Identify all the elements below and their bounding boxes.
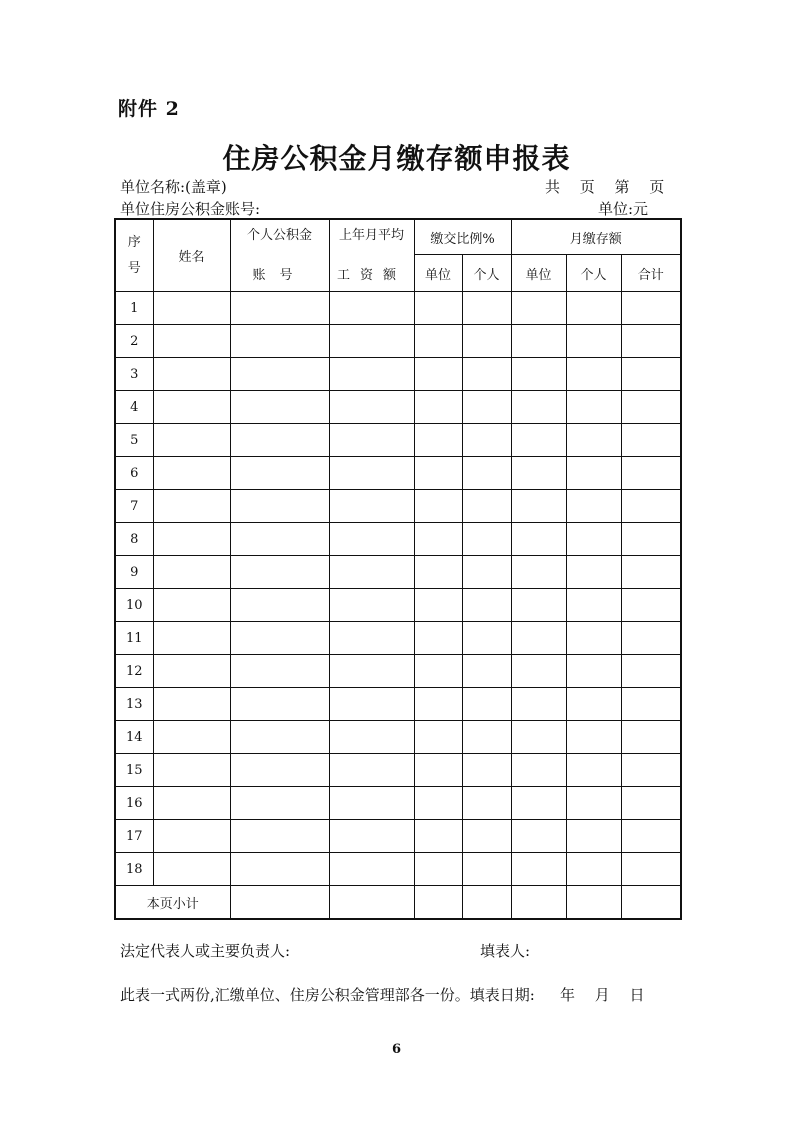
table-cell[interactable] (462, 523, 511, 556)
table-cell[interactable] (462, 655, 511, 688)
row-number: 9 (115, 556, 153, 589)
table-cell[interactable] (153, 589, 230, 622)
currency-unit-label: 单位:元 (598, 200, 649, 218)
table-cell[interactable] (566, 523, 621, 556)
subtotal-cell[interactable] (329, 886, 414, 920)
table-cell[interactable] (230, 490, 329, 523)
declaration-table (114, 218, 682, 920)
table-cell[interactable] (329, 655, 414, 688)
header-name: 姓名 (153, 219, 230, 292)
table-cell[interactable] (329, 556, 414, 589)
table-row (115, 589, 681, 622)
row-number: 11 (115, 622, 153, 655)
table-cell[interactable] (621, 754, 681, 787)
table-cell[interactable] (462, 622, 511, 655)
row-number: 17 (115, 820, 153, 853)
table-cell[interactable] (414, 523, 462, 556)
table-cell[interactable] (462, 358, 511, 391)
table-cell[interactable] (511, 622, 566, 655)
table-cell[interactable] (511, 391, 566, 424)
fill-date: 年 月 日 (560, 986, 645, 1004)
table-cell[interactable] (566, 622, 621, 655)
header-amount-personal: 个人 (566, 255, 621, 292)
row-number: 6 (115, 457, 153, 490)
table-cell[interactable] (566, 325, 621, 358)
row-number: 16 (115, 787, 153, 820)
table-cell[interactable] (621, 292, 681, 325)
table-cell[interactable] (329, 853, 414, 886)
header-row (115, 219, 681, 255)
table-cell[interactable] (462, 754, 511, 787)
table-cell[interactable] (230, 655, 329, 688)
subtotal-row (115, 886, 681, 920)
table-cell[interactable] (329, 358, 414, 391)
table-cell[interactable] (329, 292, 414, 325)
table-cell[interactable] (462, 688, 511, 721)
table-cell[interactable] (511, 655, 566, 688)
table-cell[interactable] (153, 325, 230, 358)
table-cell[interactable] (566, 292, 621, 325)
table-cell[interactable] (414, 721, 462, 754)
table-cell[interactable] (511, 754, 566, 787)
table-cell[interactable] (414, 292, 462, 325)
table-cell[interactable] (230, 556, 329, 589)
table-cell[interactable] (153, 787, 230, 820)
table-cell[interactable] (462, 391, 511, 424)
table-cell[interactable] (566, 787, 621, 820)
table-cell[interactable] (329, 325, 414, 358)
header-amount-group: 月缴存额 (511, 219, 681, 255)
table-cell[interactable] (462, 292, 511, 325)
table-row (115, 391, 681, 424)
table-cell[interactable] (462, 721, 511, 754)
subtotal-cell[interactable] (414, 886, 462, 920)
page-info: 共 页 第 页 (545, 178, 665, 196)
unit-name-label: 单位名称:(盖章) (120, 178, 227, 196)
table-cell[interactable] (153, 424, 230, 457)
table-cell[interactable] (414, 424, 462, 457)
table-cell[interactable] (329, 457, 414, 490)
table-cell[interactable] (230, 424, 329, 457)
subtotal-cell[interactable] (462, 886, 511, 920)
header-ratio-group: 缴交比例% (414, 219, 511, 255)
header-avg-wage: 上年月平均 工资额 (329, 219, 414, 292)
table-cell[interactable] (153, 688, 230, 721)
table-cell[interactable] (329, 787, 414, 820)
row-number: 15 (115, 754, 153, 787)
table-cell[interactable] (329, 721, 414, 754)
table-cell[interactable] (329, 688, 414, 721)
table-cell[interactable] (621, 325, 681, 358)
table-cell[interactable] (511, 424, 566, 457)
row-number: 5 (115, 424, 153, 457)
table-cell[interactable] (414, 325, 462, 358)
table-row (115, 292, 681, 325)
row-number: 13 (115, 688, 153, 721)
table-cell[interactable] (230, 457, 329, 490)
row-number: 14 (115, 721, 153, 754)
note-text: 此表一式两份,汇缴单位、住房公积金管理部各一份。填表日期: (120, 986, 535, 1004)
table-cell[interactable] (414, 622, 462, 655)
table-cell[interactable] (230, 754, 329, 787)
table-cell[interactable] (566, 490, 621, 523)
table-cell[interactable] (153, 292, 230, 325)
table-cell[interactable] (511, 787, 566, 820)
subtotal-cell[interactable] (621, 886, 681, 920)
table-cell[interactable] (230, 820, 329, 853)
table-cell[interactable] (462, 820, 511, 853)
table-cell[interactable] (230, 325, 329, 358)
table-cell[interactable] (566, 424, 621, 457)
table-cell[interactable] (230, 721, 329, 754)
attachment-label: 附件 2 (118, 98, 180, 120)
table-cell[interactable] (566, 754, 621, 787)
table-row (115, 853, 681, 886)
row-number: 18 (115, 853, 153, 886)
table-cell[interactable] (153, 721, 230, 754)
table-cell[interactable] (329, 523, 414, 556)
subtotal-cell[interactable] (230, 886, 329, 920)
table-cell[interactable] (153, 622, 230, 655)
table-cell[interactable] (153, 556, 230, 589)
table-cell[interactable] (414, 688, 462, 721)
table-cell[interactable] (511, 292, 566, 325)
table-cell[interactable] (414, 787, 462, 820)
table-cell[interactable] (621, 424, 681, 457)
table-cell[interactable] (230, 688, 329, 721)
table-cell[interactable] (153, 754, 230, 787)
table-cell[interactable] (511, 556, 566, 589)
table-cell[interactable] (566, 358, 621, 391)
table-cell[interactable] (329, 820, 414, 853)
table-cell[interactable] (153, 490, 230, 523)
table-cell[interactable] (329, 589, 414, 622)
table-cell[interactable] (511, 853, 566, 886)
table-row (115, 556, 681, 589)
table-cell[interactable] (511, 358, 566, 391)
table-cell[interactable] (566, 853, 621, 886)
row-number: 3 (115, 358, 153, 391)
table-cell[interactable] (153, 457, 230, 490)
table-cell[interactable] (462, 556, 511, 589)
table-cell[interactable] (230, 853, 329, 886)
row-number: 10 (115, 589, 153, 622)
table-cell[interactable] (566, 820, 621, 853)
row-number: 8 (115, 523, 153, 556)
header-amount-unit: 单位 (511, 255, 566, 292)
row-number: 12 (115, 655, 153, 688)
table-row (115, 622, 681, 655)
table-cell[interactable] (230, 787, 329, 820)
table-row (115, 787, 681, 820)
table-row (115, 523, 681, 556)
table-cell[interactable] (566, 655, 621, 688)
table-cell[interactable] (621, 391, 681, 424)
form-title: 住房公积金月缴存额申报表 (222, 142, 571, 175)
table-cell[interactable] (462, 853, 511, 886)
table-cell[interactable] (462, 787, 511, 820)
filler-label: 填表人: (480, 942, 531, 960)
row-number: 7 (115, 490, 153, 523)
table-row (115, 490, 681, 523)
table-cell[interactable] (621, 655, 681, 688)
table-cell[interactable] (414, 820, 462, 853)
table-cell[interactable] (414, 391, 462, 424)
table-cell[interactable] (511, 721, 566, 754)
table-cell[interactable] (414, 853, 462, 886)
table-row (115, 424, 681, 457)
table-cell[interactable] (414, 556, 462, 589)
table-cell[interactable] (414, 655, 462, 688)
table-cell[interactable] (511, 688, 566, 721)
table-row (115, 325, 681, 358)
table-cell[interactable] (511, 820, 566, 853)
table-cell[interactable] (511, 325, 566, 358)
table-cell[interactable] (230, 358, 329, 391)
legal-rep-label: 法定代表人或主要负责人: (120, 942, 291, 960)
table-cell[interactable] (230, 622, 329, 655)
table-cell[interactable] (621, 688, 681, 721)
table-cell[interactable] (230, 391, 329, 424)
table-cell[interactable] (153, 820, 230, 853)
table-cell[interactable] (511, 457, 566, 490)
table-cell[interactable] (621, 853, 681, 886)
table-cell[interactable] (462, 424, 511, 457)
table-cell[interactable] (566, 556, 621, 589)
table-cell[interactable] (621, 622, 681, 655)
table-cell[interactable] (329, 622, 414, 655)
table-row (115, 655, 681, 688)
table-cell[interactable] (566, 457, 621, 490)
table-cell[interactable] (621, 589, 681, 622)
table-cell[interactable] (462, 589, 511, 622)
table-cell[interactable] (153, 655, 230, 688)
table-cell[interactable] (621, 457, 681, 490)
table-row (115, 358, 681, 391)
row-number: 4 (115, 391, 153, 424)
table-cell[interactable] (621, 358, 681, 391)
table-cell[interactable] (462, 325, 511, 358)
subtotal-cell[interactable] (511, 886, 566, 920)
table-row (115, 721, 681, 754)
table-cell[interactable] (414, 457, 462, 490)
table-cell[interactable] (566, 391, 621, 424)
table-cell[interactable] (462, 457, 511, 490)
header-personal-account: 个人公积金 账号 (230, 219, 329, 292)
table-cell[interactable] (566, 589, 621, 622)
subtotal-label: 本页小计 (115, 886, 230, 920)
table-cell[interactable] (621, 787, 681, 820)
subtotal-cell[interactable] (566, 886, 621, 920)
table-cell[interactable] (414, 358, 462, 391)
table-cell[interactable] (566, 688, 621, 721)
table-cell[interactable] (329, 391, 414, 424)
table-cell[interactable] (414, 589, 462, 622)
table-row (115, 457, 681, 490)
table-cell[interactable] (153, 391, 230, 424)
table-cell[interactable] (414, 490, 462, 523)
table-cell[interactable] (621, 490, 681, 523)
row-number: 1 (115, 292, 153, 325)
table-cell[interactable] (511, 523, 566, 556)
table-row (115, 688, 681, 721)
table-cell[interactable] (230, 292, 329, 325)
table-cell[interactable] (511, 490, 566, 523)
page-number: 6 (391, 1042, 402, 1057)
table-cell[interactable] (621, 721, 681, 754)
header-seq: 序 号 (115, 219, 153, 292)
table-cell[interactable] (329, 754, 414, 787)
table-cell[interactable] (621, 556, 681, 589)
table-cell[interactable] (462, 490, 511, 523)
header-ratio-unit: 单位 (414, 255, 462, 292)
table-cell[interactable] (329, 424, 414, 457)
header-ratio-personal: 个人 (462, 255, 511, 292)
row-number: 2 (115, 325, 153, 358)
table-row (115, 820, 681, 853)
table-cell[interactable] (621, 820, 681, 853)
table-cell[interactable] (566, 721, 621, 754)
table-cell[interactable] (621, 523, 681, 556)
table-cell[interactable] (153, 523, 230, 556)
table-cell[interactable] (329, 490, 414, 523)
table-cell[interactable] (230, 523, 329, 556)
header-amount-total: 合计 (621, 255, 681, 292)
table-cell[interactable] (414, 754, 462, 787)
table-cell[interactable] (153, 853, 230, 886)
table-cell[interactable] (511, 589, 566, 622)
table-cell[interactable] (153, 358, 230, 391)
unit-account-label: 单位住房公积金账号: (120, 200, 261, 218)
table-cell[interactable] (230, 589, 329, 622)
table-row (115, 754, 681, 787)
